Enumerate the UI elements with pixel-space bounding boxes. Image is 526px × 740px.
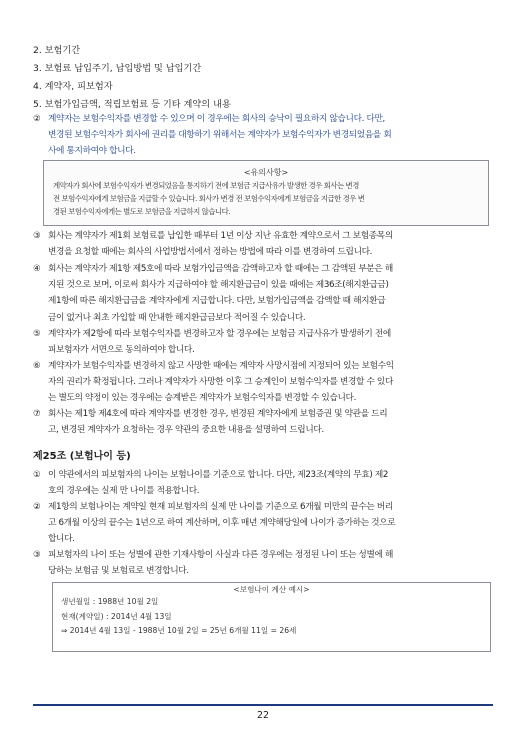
page-number: 22 — [256, 710, 270, 721]
clause-line: 사에 통지하여야 합니다. — [48, 146, 136, 157]
example-title: <보험나이 계산 예시> — [233, 585, 310, 594]
list-item-parties: 4. 계약자, 피보험자 — [33, 81, 113, 92]
clause-line: 제1항의 보험나이는 계약일 현재 피보험자의 실제 만 나이를 기준으로 6개월 미만의 끝수는 버리 — [48, 502, 393, 512]
section-clause-2 — [33, 499, 493, 548]
clause-number: ③ — [33, 231, 41, 241]
clause-line: 계약자는 보험수익자를 변경할 수 있으며 이 경우에는 회사의 승낙이 필요하지 않습니다. 다만, — [48, 114, 385, 124]
clause-number: ② — [33, 114, 41, 124]
clause-line: 회사는 계약자가 제1회 보험료를 납입한 때부터 1년 이상 지난 유효한 계약으로서 그 보험종목의 — [48, 231, 393, 241]
clause-3 — [33, 228, 493, 260]
clause-line: 이 약관에서의 피보험자의 나이는 보험나이를 기준으로 합니다. 다만, 제23조(계약의 무효) 제2 — [48, 470, 389, 480]
notice-title: <유의사항> — [243, 168, 289, 177]
clause-4 — [33, 261, 493, 326]
clause-number: ⑥ — [33, 361, 41, 371]
clause-line: 고 6개월 이상의 끝수는 1년으로 하여 계산하며, 이후 매년 계약해당일에 나이가 증가하는 것으로 — [48, 518, 396, 529]
clause-line: 지된 것으로 보며, 이로써 회사가 지급하여야 할 해지환급금이 있을 때에는 제36조(해지환급금) — [48, 280, 389, 291]
clause-7 — [33, 406, 493, 438]
clause-line: 당하는 보험금 및 보험료로 변경합니다. — [48, 566, 189, 577]
example-line: ⇒ 2014년 4월 13일 - 1988년 10월 2일 = 25년 6개월 11일 = 26세 — [61, 626, 297, 635]
clause-number: ⑦ — [33, 409, 41, 419]
clause-line: 변경을 요청할 때에는 회사의 사업방법서에서 정하는 방법에 따라 이를 변경하여 드립니다. — [48, 247, 373, 258]
notice-line: 경된 보험수익자에게는 별도로 보험금을 지급하지 않습니다. — [53, 206, 231, 216]
footer-divider — [33, 704, 493, 706]
clause-line: 는 별도의 약정이 있는 경우에는 승계받은 계약자가 보험수익자를 변경할 수 있습니다. — [48, 393, 357, 404]
list-item-period: 2. 보험기간 — [33, 45, 81, 56]
clause-line: 고, 변경된 계약자가 요청하는 경우 약관의 중요한 내용을 설명하여 드립니다. — [48, 425, 324, 436]
example-line: 생년월일 : 1988년 10월 2일 — [61, 597, 159, 606]
list-item-payment: 3. 보험료 납입주기, 납입방법 및 납입기간 — [33, 63, 202, 74]
clause-line: 회사는 제1항 제4호에 따라 계약자를 변경한 경우, 변경된 계약자에게 보험증권 및 약관을 드리 — [48, 409, 388, 419]
clause-line: 계약자가 보험수익자를 변경하지 않고 사망한 때에는 계약자 사망시점에 지정되어 있는 보험수익 — [48, 361, 394, 371]
section-heading: 제25조 (보험나이 등) — [33, 451, 131, 462]
clause-number: ① — [33, 470, 41, 480]
clause-line: 금이 없거나 최초 가입할 때 안내한 해지환급금보다 적어질 수 있습니다. — [48, 312, 306, 323]
section-clause-3 — [33, 547, 493, 579]
clause-number: ⑤ — [33, 329, 41, 339]
example-box — [52, 582, 491, 652]
clause-line: 계약자가 제2항에 따라 보험수익자를 변경하고자 할 경우에는 보험금 지급사유가 발생하기 전에 — [48, 329, 391, 339]
notice-line: 계약자가 회사에 보험수익자가 변경되었음을 통지하기 전에 보험금 지급사유가 발생한 경우 회사는 변경 — [53, 181, 359, 190]
notice-line: 전 보험수익자에게 보험금을 지급할 수 있습니다. 회사가 변경 전 보험수익자에게 보험금을 지급한 경우 변 — [53, 193, 365, 203]
clause-line: 합니다. — [48, 534, 75, 545]
clause-number: ② — [33, 502, 41, 512]
clause-line: 피보험자가 서면으로 동의하여야 합니다. — [48, 345, 195, 356]
clause-line: 자의 권리가 확정됩니다. 그러나 계약자가 사망한 이후 그 승계인이 보험수익자를 변경할 수 있다 — [48, 377, 393, 388]
clause-2 — [33, 111, 493, 160]
clause-line: 피보험자의 나이 또는 성별에 관한 기재사항이 사실과 다른 경우에는 정정된 나이 또는 성별에 해 — [48, 550, 393, 560]
clause-line: 호의 경우에는 실제 만 나이를 적용합니다. — [48, 486, 200, 497]
clause-6 — [33, 358, 493, 407]
example-line: 현재(계약일) : 2014년 4월 13일 — [61, 611, 172, 621]
notice-box — [43, 160, 489, 226]
clause-line: 회사는 계약자가 제1항 제5호에 따라 보험가입금액을 감액하고자 할 때에는 그 감액된 부분은 해 — [48, 264, 393, 274]
list-item-amount: 5. 보험가입금액, 적립보험료 등 기타 계약의 내용 — [33, 99, 231, 110]
clause-line: 변경된 보험수익자가 회사에 권리를 대항하기 위해서는 계약자가 보험수익자가 변경되었음을 회 — [48, 130, 392, 141]
clause-5 — [33, 326, 493, 358]
clause-line: 제1항에 따른 해지환급금을 계약자에게 지급합니다. 다만, 보험가입금액을 감액할 때 해지환급 — [48, 296, 386, 307]
section-clause-1 — [33, 467, 493, 499]
clause-number: ④ — [33, 264, 41, 274]
clause-number: ③ — [33, 550, 41, 560]
